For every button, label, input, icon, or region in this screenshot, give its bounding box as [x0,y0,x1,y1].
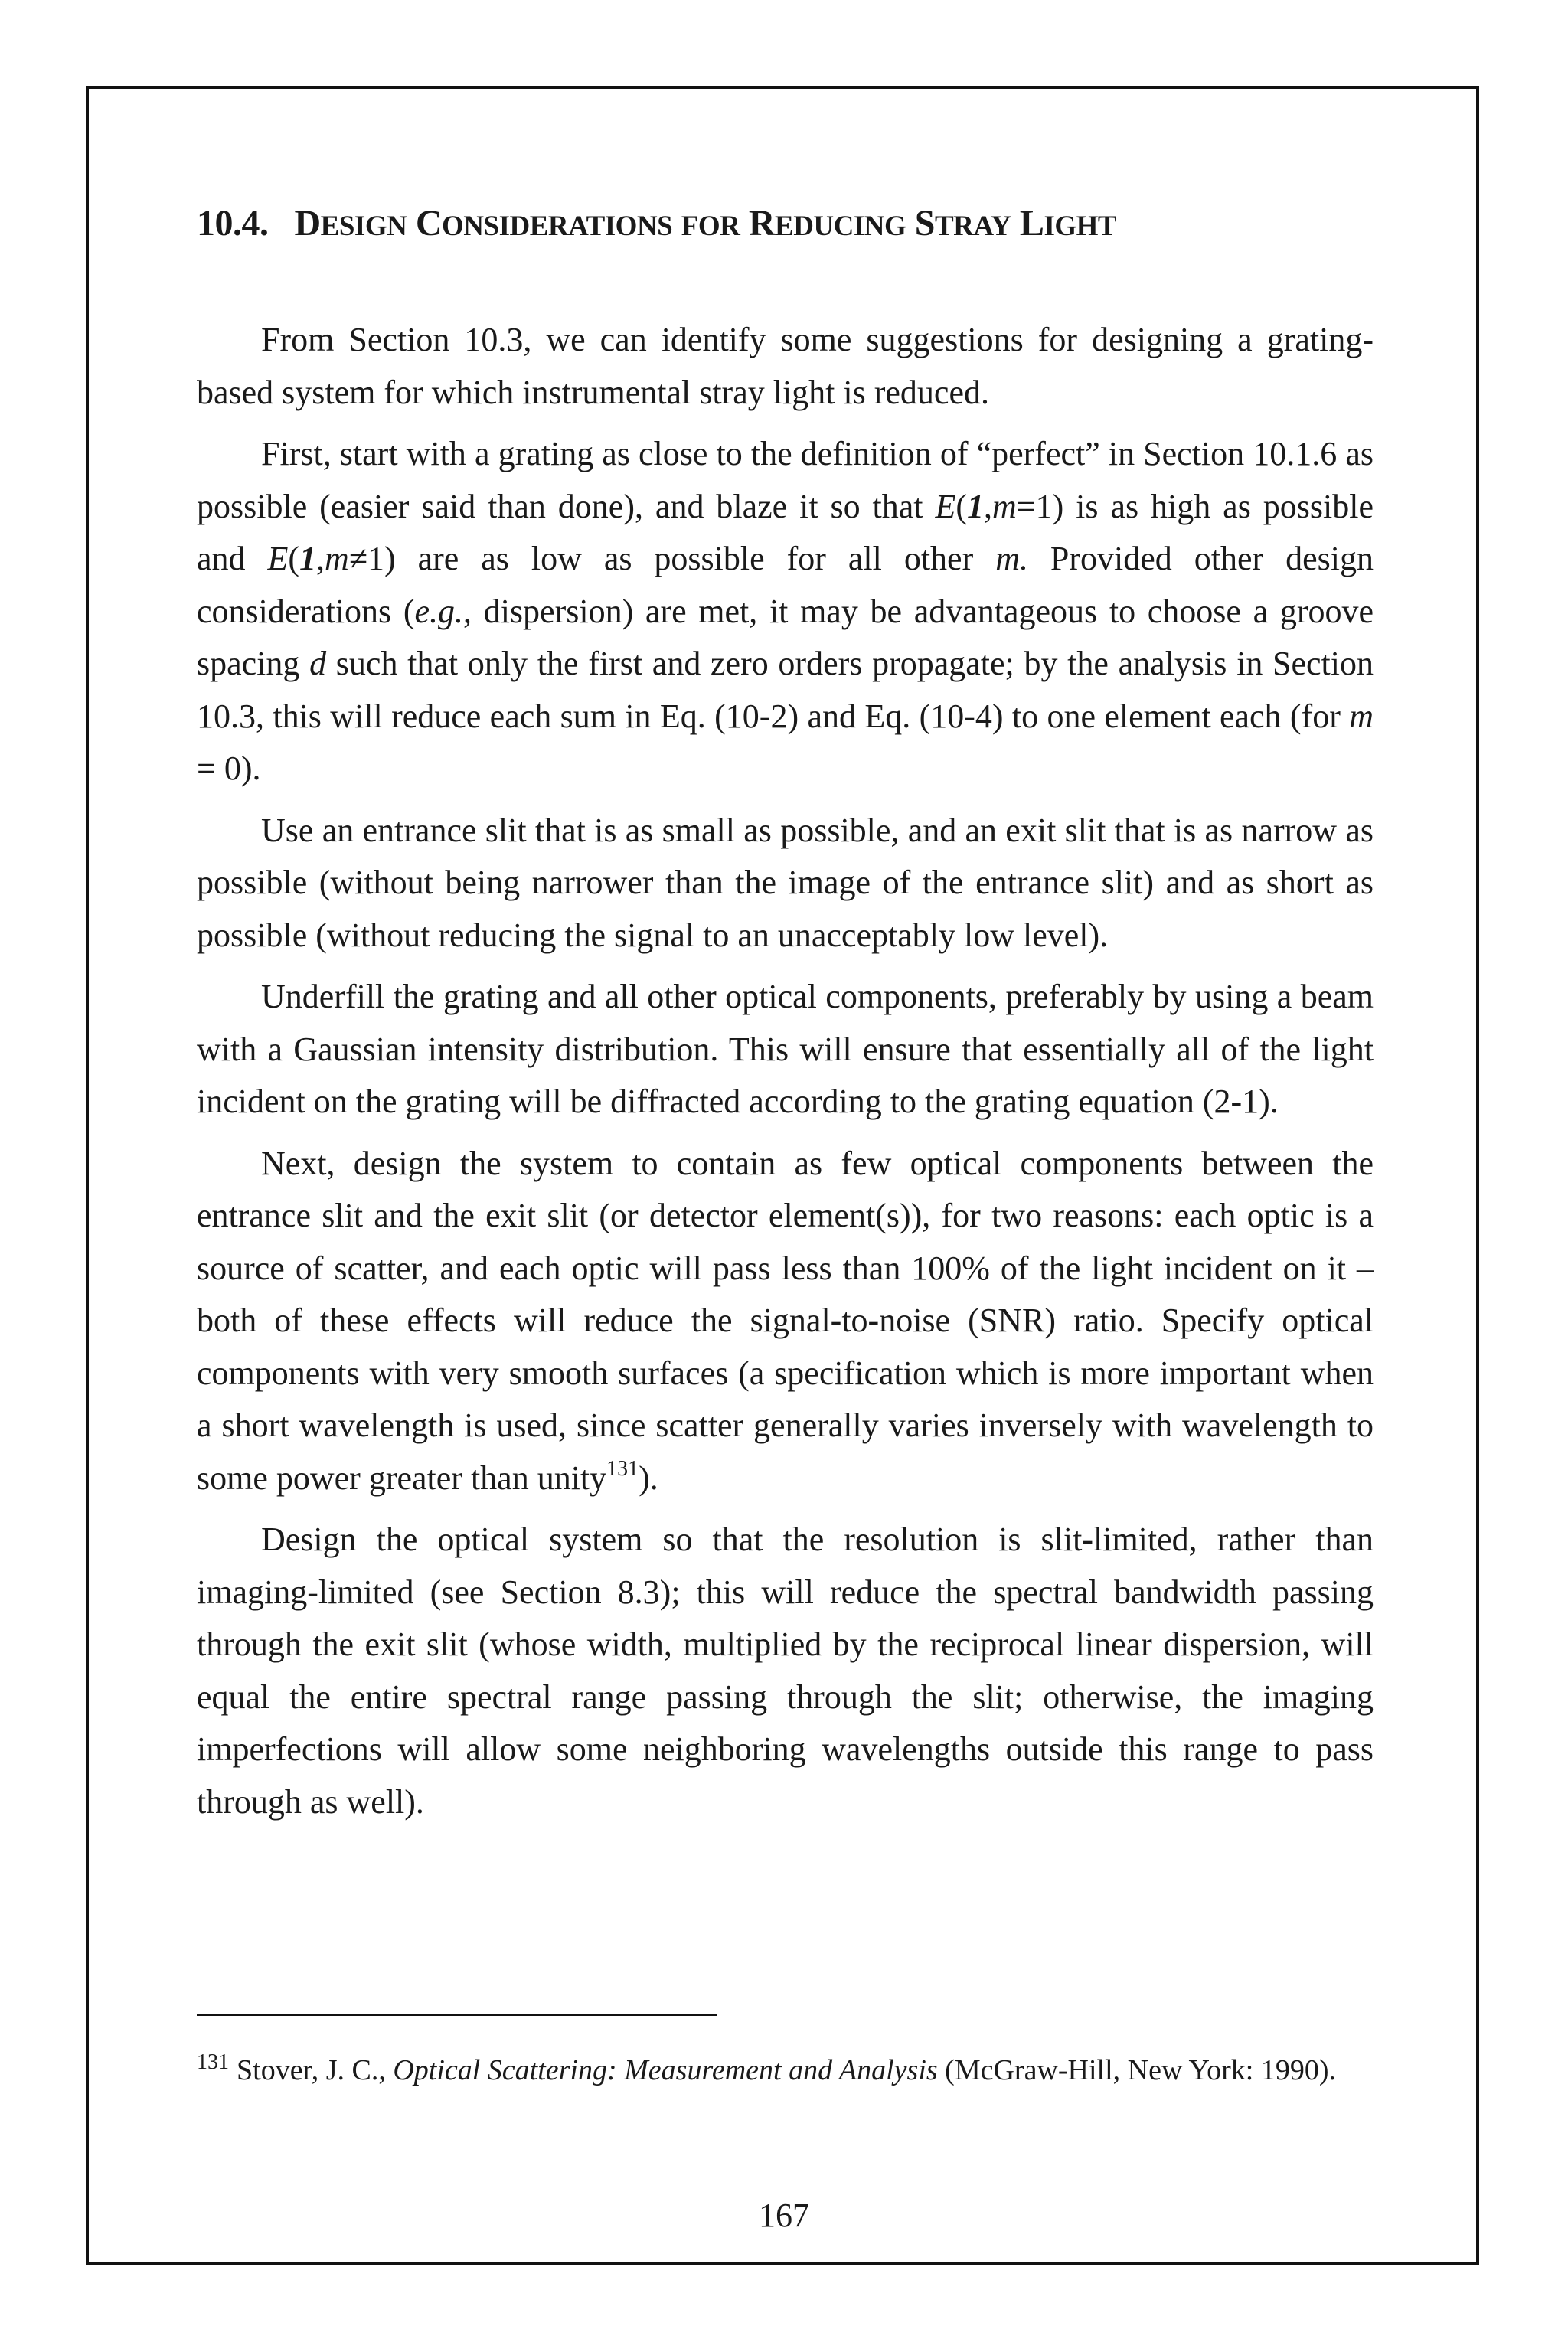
footnote-reference: 131 [606,1456,639,1481]
text-run: , [984,487,992,525]
section-number: 10.4. [197,203,269,243]
text-run: m [325,540,349,577]
text-run: 1 [967,487,984,525]
text-run: d [309,645,327,682]
text-run: Next, design the system to contain as few optical components between the entrance slit and the exit slit (or detector element(s)), for two reasons: each optic is a source of scatter, and each optic will pass less than 100% of the light incident on it – both of these effects will reduce the signal-to-noise (SNR) ratio. Specify optical components with very smooth surfaces (a specification which is more important when a short wavelength is used, since scatter generally varies inversely with wavelength to some power greater than unity [197,1144,1374,1497]
text-run: Underfill the grating and all other optical components, preferably by using a beam with a Gaussian intensity distribution. This will ensure that essentially all of the light incident on the grating will be diffracted according to the grating equation (2-1). [197,978,1374,1120]
paragraph [197,428,1374,795]
footnote-marker: 131 [197,2050,229,2074]
footnote-divider [197,2014,717,2016]
page-number: 167 [759,2197,809,2234]
paragraph [197,805,1374,962]
text-run: , [316,540,325,577]
paragraph [197,1514,1374,1828]
text-run: Design the optical system so that the resolution is slit-limited, rather than imaging-limited (see Section 8.3); this will reduce the spectral bandwidth passing through the exit slit (whose width, multiplied by the reciprocal linear dispersion, will equal the entire spectral range passing through the slit; otherwise, the imaging imperfections will allow some neighboring wavelengths outside this range to pass through as well). [197,1521,1374,1821]
footnote [197,2049,1374,2092]
section-heading [197,201,1116,250]
text-run: , dispersion) are met, it may be advantageous to choose a groove spacing [197,592,1374,682]
text-run: e.g. [414,592,464,630]
footnote-title: Optical Scattering: Measurement and Analysis [393,2054,938,2086]
text-run: m [1349,697,1374,735]
text-run: E [935,487,956,525]
text-run: Provided other design considerations ( [197,540,1374,630]
text-run: ≠1) are as low as possible for all other [348,540,996,577]
paragraph [197,314,1374,419]
text-run: First, start with a grating as close to the definition of “perfect” in Section 10.1.6 as possible (easier said than done), and blaze it so that [197,435,1374,525]
text-run: such that only the first and zero orders propagate; by the analysis in Section 10.3, this will reduce each sum in Eq. (10-2) and Eq. (10-4) to one element each (for [197,645,1374,735]
section-title: DESIGN CONSIDERATIONS FOR REDUCING STRAY LIGHT [294,203,1117,243]
text-run: ( [288,540,300,577]
text-run: ( [956,487,967,525]
paragraph [197,971,1374,1129]
text-run: E [267,540,289,577]
body-text [197,314,1374,1838]
text-run: m [992,487,1017,525]
footnote-author: Stover, J. C., [237,2054,394,2086]
text-run: From Section 10.3, we can identify some suggestions for designing a grating-based system for which instrumental stray light is reduced. [197,321,1374,411]
text-run: = 0). [197,750,261,787]
text-run: Use an entrance slit that is as small as possible, and an exit slit that is as narrow as possible (without being narrower than the image of the entrance slit) and as short as possible (without reducing the signal to an unacceptably low level). [197,811,1374,954]
text-run: 1 [299,540,317,577]
text-run: =1) is as high as possible and [197,487,1374,577]
paragraph [197,1138,1374,1505]
footnote-publisher: (McGraw-Hill, New York: 1990). [937,2054,1337,2086]
text-run: ). [639,1459,658,1497]
text-run: m. [995,540,1028,577]
